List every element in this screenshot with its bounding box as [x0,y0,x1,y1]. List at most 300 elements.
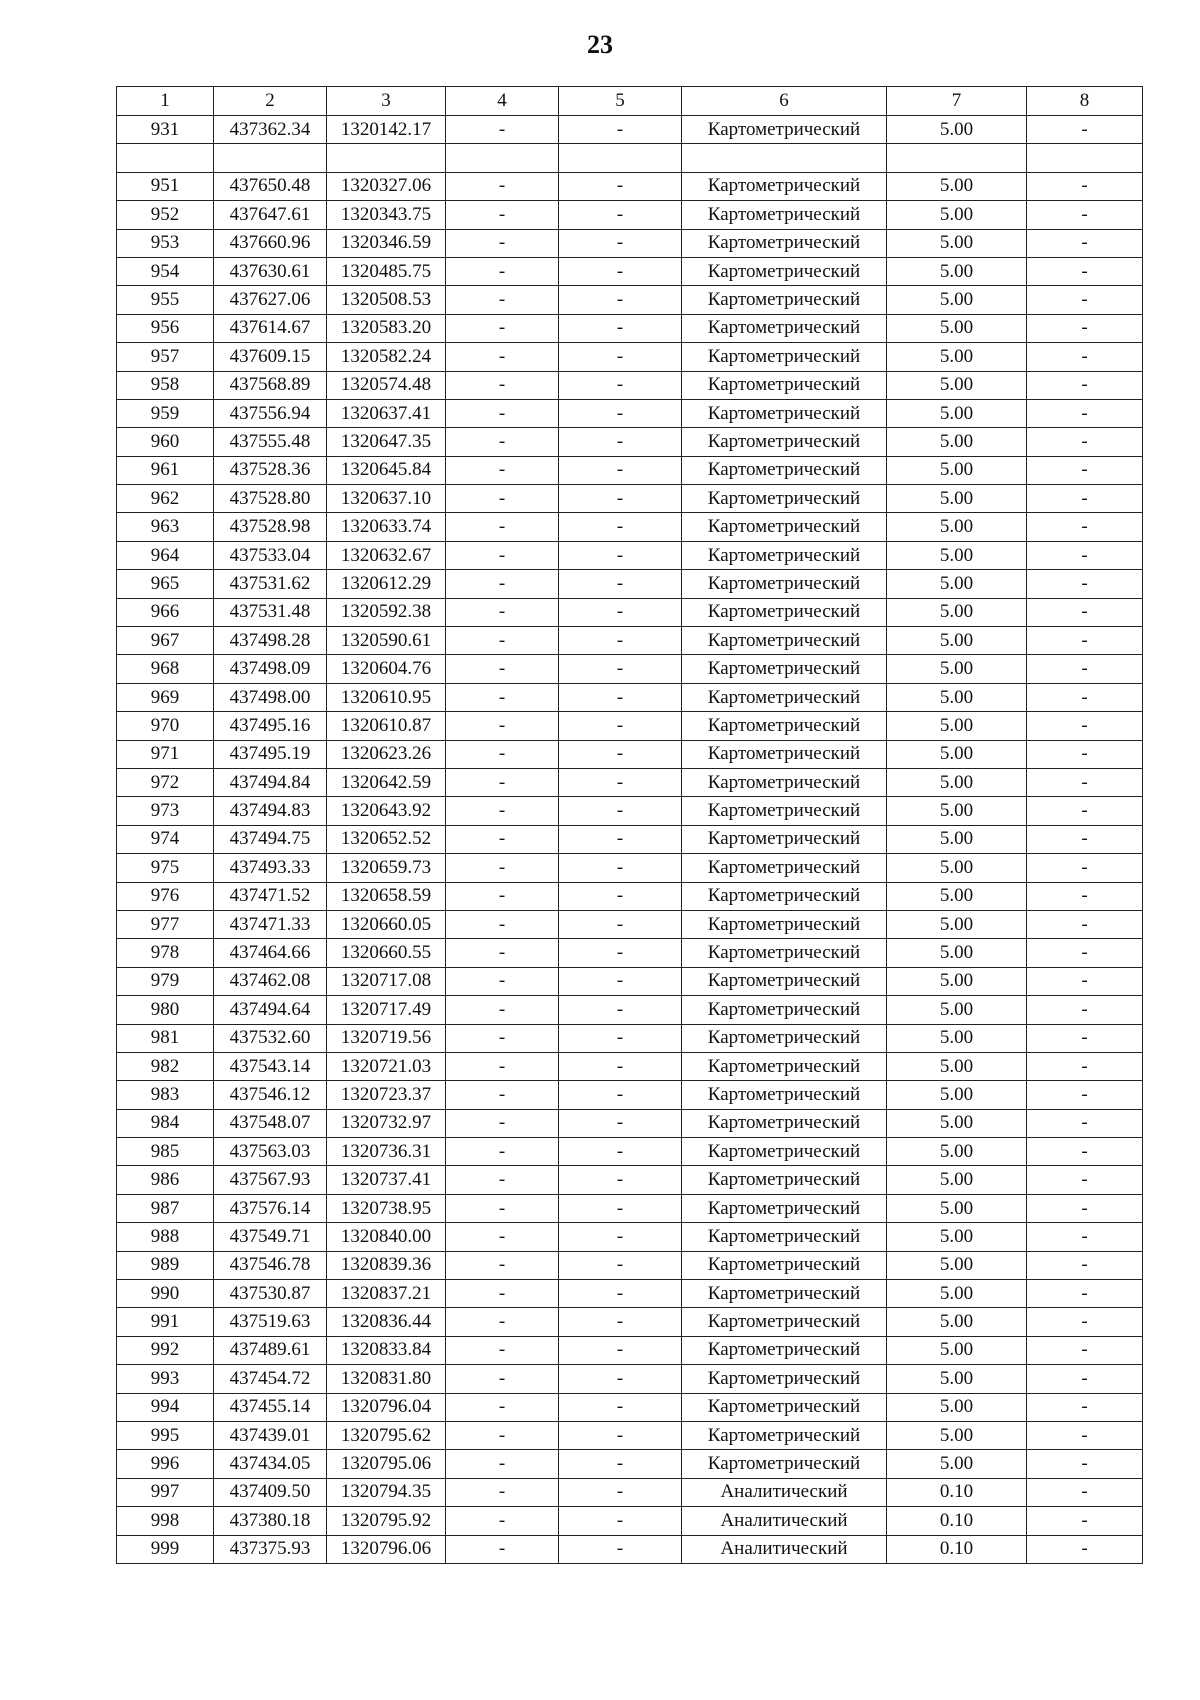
column-header: 7 [887,87,1027,116]
point-number-cell: 999 [117,1535,214,1563]
point-number-cell: 971 [117,740,214,768]
col4-cell: - [446,797,559,825]
y-coordinate-cell: 1320590.61 [327,627,446,655]
accuracy-cell: 5.00 [887,1365,1027,1393]
col5-cell: - [559,627,682,655]
col5-cell: - [559,768,682,796]
table-row [117,1194,1143,1222]
y-coordinate-cell: 1320623.26 [327,740,446,768]
point-number-cell: 986 [117,1166,214,1194]
x-coordinate-cell: 437454.72 [214,1365,327,1393]
y-coordinate-cell: 1320831.80 [327,1365,446,1393]
x-coordinate-cell: 437556.94 [214,399,327,427]
point-number-cell: 954 [117,257,214,285]
col4-cell: - [446,257,559,285]
method-cell: Картометрический [682,740,887,768]
method-cell: Картометрический [682,456,887,484]
table-row [117,655,1143,683]
y-coordinate-cell: 1320659.73 [327,854,446,882]
col4-cell: - [446,570,559,598]
col8-cell: - [1027,1450,1143,1478]
col8-cell: - [1027,428,1143,456]
y-coordinate-cell: 1320592.38 [327,598,446,626]
col4-cell: - [446,1024,559,1052]
col5-cell: - [559,939,682,967]
col5-cell: - [559,854,682,882]
col5-cell: - [559,712,682,740]
x-coordinate-cell: 437495.19 [214,740,327,768]
col5-cell: - [559,172,682,200]
column-header: 8 [1027,87,1143,116]
accuracy-cell: 5.00 [887,314,1027,342]
x-coordinate-cell: 437576.14 [214,1194,327,1222]
col8-cell: - [1027,1478,1143,1506]
point-number-cell: 990 [117,1280,214,1308]
col4-cell: - [446,456,559,484]
point-number-cell: 951 [117,172,214,200]
col5-cell: - [559,1052,682,1080]
method-cell: Картометрический [682,314,887,342]
method-cell: Картометрический [682,1194,887,1222]
x-coordinate-cell: 437434.05 [214,1450,327,1478]
point-number-cell [117,144,214,172]
method-cell: Картометрический [682,399,887,427]
x-coordinate-cell: 437471.52 [214,882,327,910]
col8-cell: - [1027,1336,1143,1364]
method-cell: Аналитический [682,1535,887,1563]
y-coordinate-cell: 1320604.76 [327,655,446,683]
table-row [117,1280,1143,1308]
table-row [117,1251,1143,1279]
point-number-cell: 962 [117,485,214,513]
y-coordinate-cell: 1320833.84 [327,1336,446,1364]
col4-cell: - [446,967,559,995]
y-coordinate-cell: 1320717.49 [327,996,446,1024]
point-number-cell: 973 [117,797,214,825]
point-number-cell: 952 [117,201,214,229]
accuracy-cell: 5.00 [887,939,1027,967]
point-number-cell: 979 [117,967,214,995]
y-coordinate-cell: 1320632.67 [327,541,446,569]
column-header: 6 [682,87,887,116]
col4-cell: - [446,1421,559,1449]
table-row [117,825,1143,853]
y-coordinate-cell: 1320142.17 [327,116,446,144]
x-coordinate-cell: 437530.87 [214,1280,327,1308]
table-row [117,1138,1143,1166]
y-coordinate-cell: 1320633.74 [327,513,446,541]
col5-cell: - [559,1365,682,1393]
point-number-cell: 998 [117,1507,214,1535]
col8-cell: - [1027,1138,1143,1166]
method-cell: Картометрический [682,768,887,796]
table-row [117,996,1143,1024]
col4-cell: - [446,768,559,796]
table-row [117,172,1143,200]
col4-cell: - [446,343,559,371]
method-cell: Картометрический [682,825,887,853]
col4-cell [446,144,559,172]
method-cell: Картометрический [682,967,887,995]
point-number-cell: 961 [117,456,214,484]
point-number-cell: 996 [117,1450,214,1478]
col5-cell: - [559,797,682,825]
table-row [117,1507,1143,1535]
y-coordinate-cell: 1320719.56 [327,1024,446,1052]
table-row [117,229,1143,257]
y-coordinate-cell: 1320508.53 [327,286,446,314]
method-cell: Картометрический [682,1308,887,1336]
x-coordinate-cell: 437498.09 [214,655,327,683]
y-coordinate-cell: 1320652.52 [327,825,446,853]
col4-cell: - [446,1450,559,1478]
col4-cell: - [446,882,559,910]
column-header: 5 [559,87,682,116]
point-number-cell: 981 [117,1024,214,1052]
method-cell: Картометрический [682,655,887,683]
accuracy-cell: 5.00 [887,967,1027,995]
point-number-cell: 976 [117,882,214,910]
col8-cell: - [1027,740,1143,768]
col4-cell: - [446,1336,559,1364]
method-cell: Картометрический [682,116,887,144]
column-header: 4 [446,87,559,116]
x-coordinate-cell: 437630.61 [214,257,327,285]
col4-cell: - [446,1138,559,1166]
method-cell: Картометрический [682,286,887,314]
column-header: 3 [327,87,446,116]
col8-cell: - [1027,116,1143,144]
y-coordinate-cell: 1320732.97 [327,1109,446,1137]
x-coordinate-cell: 437532.60 [214,1024,327,1052]
y-coordinate-cell: 1320583.20 [327,314,446,342]
col5-cell: - [559,1421,682,1449]
x-coordinate-cell: 437546.12 [214,1081,327,1109]
col5-cell: - [559,967,682,995]
x-coordinate-cell: 437498.00 [214,683,327,711]
x-coordinate-cell: 437546.78 [214,1251,327,1279]
x-coordinate-cell: 437409.50 [214,1478,327,1506]
x-coordinate-cell: 437543.14 [214,1052,327,1080]
point-number-cell: 958 [117,371,214,399]
accuracy-cell: 5.00 [887,910,1027,938]
point-number-cell: 983 [117,1081,214,1109]
point-number-cell: 975 [117,854,214,882]
x-coordinate-cell: 437650.48 [214,172,327,200]
method-cell: Картометрический [682,1109,887,1137]
col5-cell: - [559,286,682,314]
method-cell: Картометрический [682,797,887,825]
y-coordinate-cell: 1320642.59 [327,768,446,796]
col4-cell: - [446,1308,559,1336]
point-number-cell: 982 [117,1052,214,1080]
table-row [117,116,1143,144]
table-row [117,910,1143,938]
col4-cell: - [446,683,559,711]
method-cell [682,144,887,172]
x-coordinate-cell: 437563.03 [214,1138,327,1166]
y-coordinate-cell: 1320836.44 [327,1308,446,1336]
method-cell: Картометрический [682,371,887,399]
y-coordinate-cell: 1320794.35 [327,1478,446,1506]
point-number-cell: 977 [117,910,214,938]
method-cell: Картометрический [682,1223,887,1251]
col5-cell: - [559,541,682,569]
y-coordinate-cell: 1320839.36 [327,1251,446,1279]
col8-cell: - [1027,1109,1143,1137]
point-number-cell: 995 [117,1421,214,1449]
col4-cell: - [446,314,559,342]
accuracy-cell: 5.00 [887,825,1027,853]
accuracy-cell: 5.00 [887,882,1027,910]
accuracy-cell: 5.00 [887,797,1027,825]
y-coordinate-cell: 1320645.84 [327,456,446,484]
method-cell: Картометрический [682,485,887,513]
col5-cell: - [559,1336,682,1364]
col5-cell: - [559,456,682,484]
col4-cell: - [446,229,559,257]
col8-cell: - [1027,882,1143,910]
table-row [117,570,1143,598]
accuracy-cell: 5.00 [887,1450,1027,1478]
method-cell: Картометрический [682,1166,887,1194]
accuracy-cell: 5.00 [887,712,1027,740]
x-coordinate-cell: 437464.66 [214,939,327,967]
table-row [117,740,1143,768]
col8-cell: - [1027,598,1143,626]
col8-cell: - [1027,712,1143,740]
method-cell: Картометрический [682,1421,887,1449]
y-coordinate-cell: 1320612.29 [327,570,446,598]
method-cell: Картометрический [682,910,887,938]
method-cell: Картометрический [682,229,887,257]
y-coordinate-cell: 1320637.41 [327,399,446,427]
col8-cell: - [1027,201,1143,229]
y-coordinate-cell: 1320574.48 [327,371,446,399]
point-number-cell: 969 [117,683,214,711]
col8-cell: - [1027,485,1143,513]
table-body [117,116,1143,1564]
point-number-cell: 931 [117,116,214,144]
method-cell: Картометрический [682,172,887,200]
col4-cell: - [446,627,559,655]
col4-cell: - [446,1393,559,1421]
col8-cell: - [1027,371,1143,399]
header-row [117,87,1143,116]
col4-cell: - [446,825,559,853]
col8-cell: - [1027,1507,1143,1535]
method-cell: Картометрический [682,996,887,1024]
y-coordinate-cell: 1320660.05 [327,910,446,938]
table-row [117,144,1143,172]
method-cell: Картометрический [682,854,887,882]
accuracy-cell: 5.00 [887,399,1027,427]
accuracy-cell: 5.00 [887,541,1027,569]
accuracy-cell: 5.00 [887,1194,1027,1222]
x-coordinate-cell: 437375.93 [214,1535,327,1563]
col4-cell: - [446,1109,559,1137]
point-number-cell: 997 [117,1478,214,1506]
y-coordinate-cell: 1320721.03 [327,1052,446,1080]
method-cell: Картометрический [682,343,887,371]
x-coordinate-cell: 437471.33 [214,910,327,938]
x-coordinate-cell: 437462.08 [214,967,327,995]
table-row [117,683,1143,711]
col5-cell: - [559,116,682,144]
table-row [117,428,1143,456]
accuracy-cell: 5.00 [887,996,1027,1024]
accuracy-cell: 5.00 [887,1138,1027,1166]
col4-cell: - [446,286,559,314]
accuracy-cell: 0.10 [887,1478,1027,1506]
y-coordinate-cell: 1320837.21 [327,1280,446,1308]
point-number-cell: 953 [117,229,214,257]
accuracy-cell: 5.00 [887,683,1027,711]
col5-cell: - [559,825,682,853]
accuracy-cell: 5.00 [887,1251,1027,1279]
method-cell: Картометрический [682,541,887,569]
table-row [117,797,1143,825]
method-cell: Картометрический [682,1052,887,1080]
col5-cell: - [559,428,682,456]
col8-cell: - [1027,229,1143,257]
table-row [117,882,1143,910]
col5-cell: - [559,513,682,541]
y-coordinate-cell: 1320346.59 [327,229,446,257]
accuracy-cell: 5.00 [887,1223,1027,1251]
accuracy-cell: 5.00 [887,1166,1027,1194]
x-coordinate-cell: 437549.71 [214,1223,327,1251]
accuracy-cell: 5.00 [887,598,1027,626]
point-number-cell: 965 [117,570,214,598]
y-coordinate-cell: 1320610.95 [327,683,446,711]
y-coordinate-cell: 1320610.87 [327,712,446,740]
x-coordinate-cell: 437362.34 [214,116,327,144]
col8-cell: - [1027,570,1143,598]
col8-cell [1027,144,1143,172]
col5-cell: - [559,399,682,427]
x-coordinate-cell: 437548.07 [214,1109,327,1137]
method-cell: Картометрический [682,1393,887,1421]
table-header [117,87,1143,116]
table-row [117,1450,1143,1478]
col4-cell: - [446,939,559,967]
col4-cell: - [446,910,559,938]
point-number-cell: 968 [117,655,214,683]
table-row [117,967,1143,995]
y-coordinate-cell: 1320327.06 [327,172,446,200]
table-row [117,1223,1143,1251]
col8-cell: - [1027,1280,1143,1308]
x-coordinate-cell: 437528.80 [214,485,327,513]
col4-cell: - [446,399,559,427]
col4-cell: - [446,1194,559,1222]
y-coordinate-cell: 1320647.35 [327,428,446,456]
y-coordinate-cell: 1320796.04 [327,1393,446,1421]
accuracy-cell: 5.00 [887,485,1027,513]
method-cell: Картометрический [682,683,887,711]
point-number-cell: 970 [117,712,214,740]
method-cell: Картометрический [682,1280,887,1308]
accuracy-cell: 5.00 [887,854,1027,882]
col5-cell: - [559,882,682,910]
table-row [117,201,1143,229]
col4-cell: - [446,1052,559,1080]
accuracy-cell: 5.00 [887,229,1027,257]
col5-cell: - [559,1280,682,1308]
accuracy-cell: 5.00 [887,1280,1027,1308]
y-coordinate-cell: 1320723.37 [327,1081,446,1109]
col8-cell: - [1027,1421,1143,1449]
table-row [117,286,1143,314]
point-number-cell: 987 [117,1194,214,1222]
accuracy-cell [887,144,1027,172]
col4-cell: - [446,1507,559,1535]
col4-cell: - [446,1081,559,1109]
accuracy-cell: 5.00 [887,627,1027,655]
col4-cell: - [446,485,559,513]
x-coordinate-cell: 437494.83 [214,797,327,825]
y-coordinate-cell: 1320658.59 [327,882,446,910]
col4-cell: - [446,1280,559,1308]
col8-cell: - [1027,1393,1143,1421]
accuracy-cell: 5.00 [887,428,1027,456]
x-coordinate-cell: 437494.75 [214,825,327,853]
col5-cell: - [559,996,682,1024]
method-cell: Картометрический [682,939,887,967]
x-coordinate-cell [214,144,327,172]
point-number-cell: 989 [117,1251,214,1279]
col8-cell: - [1027,541,1143,569]
table-row [117,1535,1143,1563]
point-number-cell: 960 [117,428,214,456]
col5-cell: - [559,1478,682,1506]
y-coordinate-cell: 1320795.06 [327,1450,446,1478]
col5-cell: - [559,1194,682,1222]
col8-cell: - [1027,1024,1143,1052]
method-cell: Картометрический [682,1081,887,1109]
accuracy-cell: 5.00 [887,116,1027,144]
accuracy-cell: 5.00 [887,456,1027,484]
col4-cell: - [446,172,559,200]
accuracy-cell: 5.00 [887,1336,1027,1364]
accuracy-cell: 5.00 [887,1393,1027,1421]
y-coordinate-cell: 1320840.00 [327,1223,446,1251]
method-cell: Картометрический [682,1365,887,1393]
x-coordinate-cell: 437498.28 [214,627,327,655]
point-number-cell: 974 [117,825,214,853]
y-coordinate-cell: 1320637.10 [327,485,446,513]
y-coordinate-cell: 1320796.06 [327,1535,446,1563]
table-row [117,1109,1143,1137]
x-coordinate-cell: 437568.89 [214,371,327,399]
col8-cell: - [1027,655,1143,683]
col5-cell: - [559,683,682,711]
accuracy-cell: 0.10 [887,1507,1027,1535]
method-cell: Картометрический [682,1336,887,1364]
col8-cell: - [1027,343,1143,371]
col5-cell: - [559,598,682,626]
table-row [117,598,1143,626]
col8-cell: - [1027,172,1143,200]
col5-cell [559,144,682,172]
method-cell: Картометрический [682,712,887,740]
col4-cell: - [446,541,559,569]
col8-cell: - [1027,967,1143,995]
point-number-cell: 972 [117,768,214,796]
x-coordinate-cell: 437627.06 [214,286,327,314]
point-number-cell: 985 [117,1138,214,1166]
